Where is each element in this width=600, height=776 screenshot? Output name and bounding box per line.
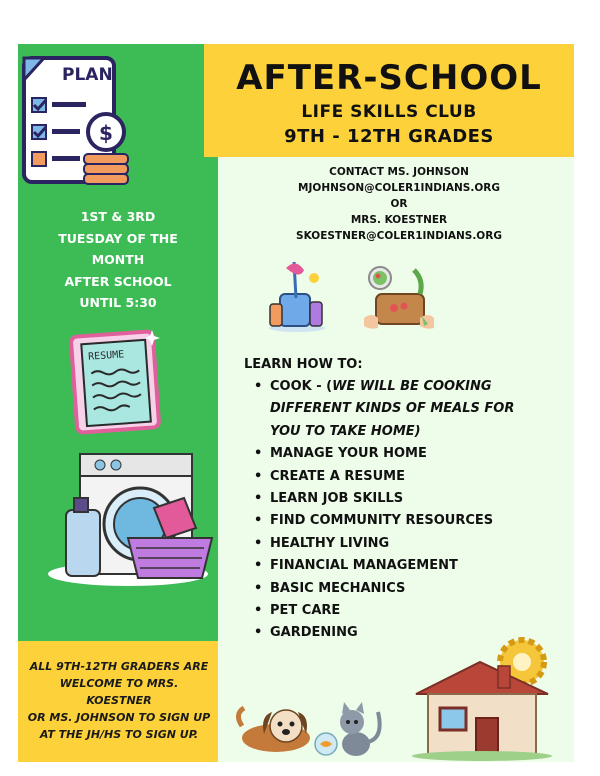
club-subtitle: LIFE SKILLS CLUB xyxy=(301,102,477,122)
cleaning-supplies-icon xyxy=(266,258,328,332)
schedule-line: 1ST & 3RD xyxy=(80,209,156,224)
contact-line: CONTACT MS. JOHNSON xyxy=(329,166,469,178)
plan-clipboard-icon xyxy=(20,50,130,190)
list-item: • HEALTHY LIVING xyxy=(254,533,554,555)
cook-note: DIFFERENT KINDS OF MEALS FOR xyxy=(270,401,515,417)
page-title: AFTER-SCHOOL xyxy=(236,58,542,98)
resume-label: RESUME xyxy=(87,349,125,363)
svg-text:$: $ xyxy=(99,121,113,145)
contact-email: MJOHNSON@COLER1INDIANS.ORG xyxy=(298,182,500,194)
cook-label: COOK - ( xyxy=(270,379,333,394)
signup-note-line: AT THE JH/HS TO SIGN UP. xyxy=(39,728,199,741)
schedule-line: UNTIL 5:30 xyxy=(79,295,157,310)
list-item: • BASIC MECHANICS xyxy=(254,578,554,600)
list-item: • CREATE A RESUME xyxy=(254,466,554,488)
cooking-icon xyxy=(364,264,434,332)
signup-note xyxy=(26,658,212,743)
cook-note: YOU TO TAKE HOME) xyxy=(270,423,421,439)
house-icon xyxy=(410,632,556,762)
plan-label: PLAN xyxy=(62,65,113,85)
schedule-line: AFTER SCHOOL xyxy=(64,273,172,289)
header-banner xyxy=(204,44,574,157)
schedule-info xyxy=(38,206,198,314)
list-item: • MANAGE YOUR HOME xyxy=(254,443,554,465)
list-item: • FINANCIAL MANAGEMENT xyxy=(254,555,554,577)
learn-heading: LEARN HOW TO: xyxy=(244,357,363,372)
list-item: • FIND COMMUNITY RESOURCES xyxy=(254,510,554,532)
schedule-line: TUESDAY OF THE xyxy=(58,230,178,246)
list-item: • LEARN JOB SKILLS xyxy=(254,488,554,510)
signup-note-line: OR MS. JOHNSON TO SIGN UP xyxy=(27,711,211,724)
list-item xyxy=(254,376,554,443)
resume-icon xyxy=(68,326,164,436)
contact-line: OR xyxy=(390,198,408,210)
contact-line: MRS. KOESTNER xyxy=(350,214,448,226)
pets-icon xyxy=(232,682,388,762)
signup-note-line: ALL 9TH-12TH GRADERS ARE xyxy=(29,660,209,673)
schedule-line: MONTH xyxy=(91,252,145,267)
signup-note-line: WELCOME TO MRS. KOESTNER xyxy=(59,677,179,707)
grades-label: 9TH - 12TH GRADES xyxy=(284,126,494,147)
list-item: • PET CARE xyxy=(254,600,554,622)
skills-list xyxy=(254,376,554,645)
contact-info xyxy=(276,164,522,244)
contact-email: SKOESTNER@COLER1INDIANS.ORG xyxy=(296,230,502,242)
washing-machine-icon xyxy=(44,448,214,588)
list-item: • GARDENING xyxy=(254,622,554,644)
cook-note: WE WILL BE COOKING xyxy=(332,379,492,394)
